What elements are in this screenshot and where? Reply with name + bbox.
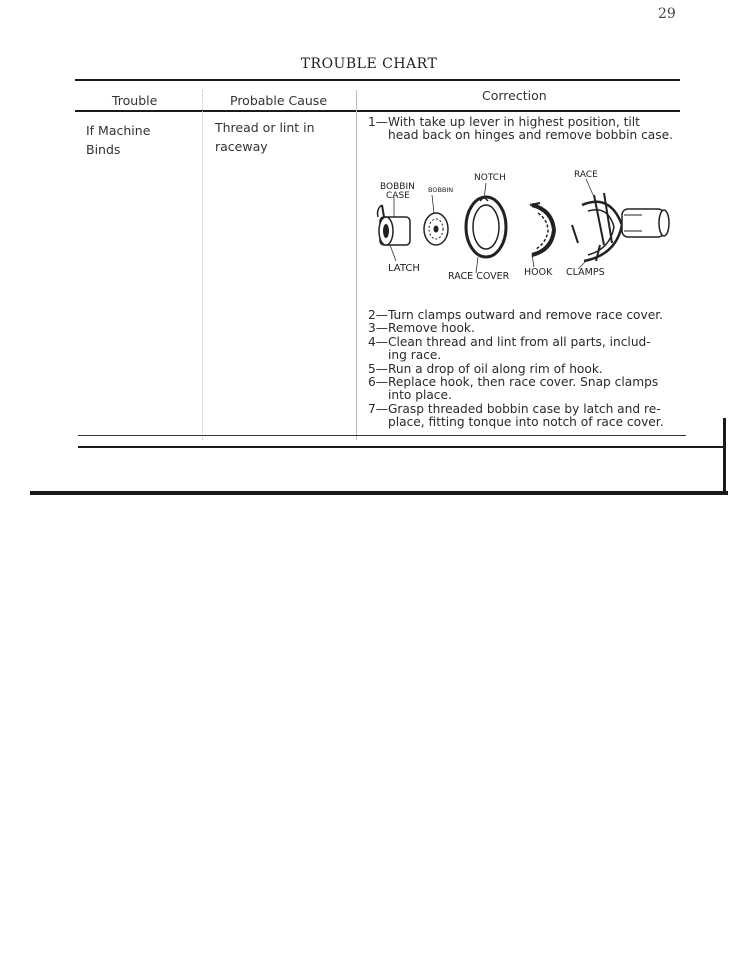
table-bottom-rule [78, 435, 686, 436]
diagram-svg [372, 165, 682, 290]
step-line: 5—Run a drop of oil along rim of hook. [368, 361, 603, 376]
hook-assembly-diagram [372, 165, 682, 290]
trouble-line: If Machine [86, 123, 151, 138]
label-bobbin-case-1: BOBBIN [380, 182, 415, 192]
correction-steps-2-7 [368, 309, 678, 430]
column-divider-1 [202, 90, 203, 440]
table-top-rule [75, 79, 680, 81]
page-number: 29 [658, 6, 676, 22]
page-separator-rule [30, 491, 728, 495]
label-race-cover: RACE COVER [448, 271, 510, 282]
step-line: into place. [388, 388, 452, 403]
label-bobbin-case-2: CASE [386, 191, 410, 201]
step-line: 3—Remove hook. [368, 321, 475, 336]
table-header-rule [75, 110, 680, 112]
hook-illustration [530, 203, 554, 255]
step-line: 4—Clean thread and lint from all parts, includ- [368, 334, 651, 349]
race-cover-illustration [466, 197, 506, 257]
step-line: 6—Replace hook, then race cover. Snap clamps [368, 375, 659, 390]
label-latch: LATCH [388, 263, 420, 274]
correction-step-1 [368, 116, 678, 142]
header-correction: Correction [482, 88, 547, 103]
cause-line: raceway [215, 139, 268, 154]
label-notch: NOTCH [474, 173, 506, 183]
bobbin-illustration [424, 213, 448, 245]
race-clamps-illustration [572, 193, 669, 261]
page-title: TROUBLE CHART [300, 56, 438, 72]
label-bobbin: BOBBIN [428, 186, 454, 194]
label-clamps: CLAMPS [566, 267, 605, 278]
step-line: 7—Grasp threaded bobbin case by latch and re- [368, 401, 661, 416]
column-divider-2 [356, 90, 357, 440]
table-end-rule [78, 446, 723, 448]
step-1-line-1: 1—With take up lever in highest position, tilt [368, 115, 640, 129]
page-edge-rule [723, 418, 726, 495]
cell-trouble [86, 121, 196, 159]
step-line: 2—Turn clamps outward and remove race cover. [368, 308, 663, 322]
cell-probable-cause [215, 118, 350, 156]
trouble-line: Binds [86, 142, 121, 157]
label-hook: HOOK [524, 267, 553, 278]
cause-line: Thread or lint in [215, 120, 315, 135]
header-probable-cause: Probable Cause [230, 93, 328, 108]
step-line: place, fitting tonque into notch of race cover. [388, 415, 664, 430]
label-race: RACE [574, 170, 598, 180]
header-trouble: Trouble [112, 93, 158, 108]
step-line: ing race. [388, 348, 442, 363]
step-1-line-2: head back on hinges and remove bobbin case. [388, 128, 673, 142]
